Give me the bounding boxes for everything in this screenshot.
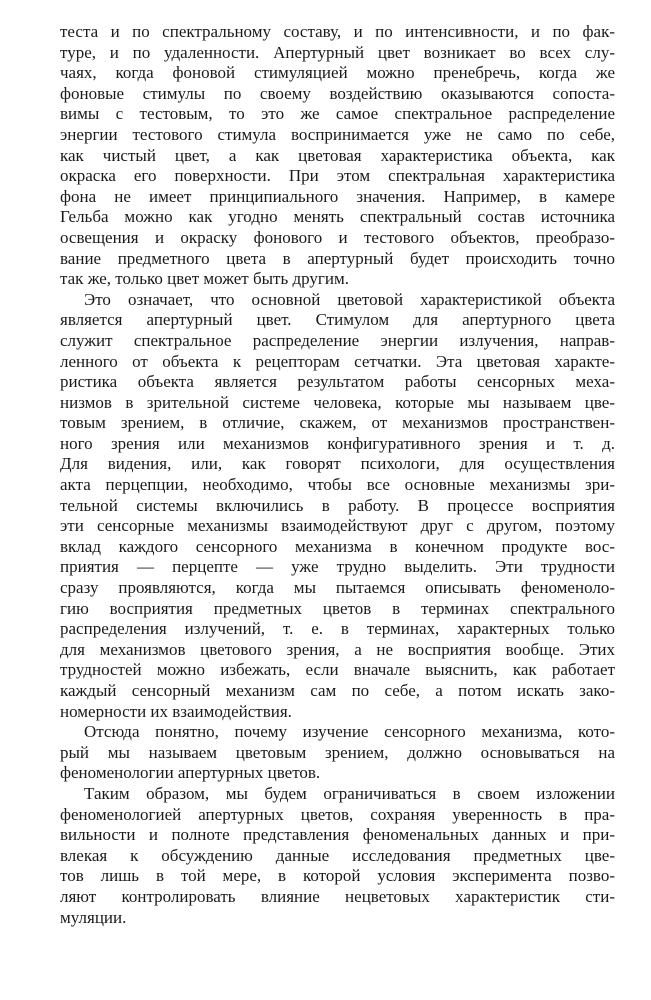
- text-line: окраска его поверхности. При этом спектральная характеристика: [60, 166, 615, 186]
- text-line: является апертурный цвет. Стимулом для апертурного цвета: [60, 310, 615, 330]
- text-line: Это означает, что основной цветовой характеристикой объекта: [84, 289, 615, 309]
- text-line: Для видения, или, как говорят психологи, для осуществления: [60, 454, 615, 474]
- text-line: эти сенсорные механизмы взаимодействуют друг с другом, поэтому: [60, 516, 615, 536]
- text-line: как чистый цвет, а как цветовая характеристика объекта, как: [60, 145, 615, 165]
- text-line: так же, только цвет может быть другим.: [60, 269, 349, 289]
- text-line: распределения излучений, т. е. в терминах, характерных только: [60, 619, 615, 639]
- text-line: номерности их взаимодействия.: [60, 701, 292, 721]
- text-line: трудностей можно избежать, если вначале выяснить, как работает: [60, 660, 615, 680]
- text-line: фоновые стимулы по своему воздействию оказываются сопоста-: [60, 83, 615, 103]
- text-line: ленного от объекта к рецепторам сетчатки. Эта цветовая характе-: [60, 351, 615, 371]
- text-line: феноменологией апертурных цветов, сохраняя уверенность в пра-: [60, 804, 615, 824]
- text-line: муляции.: [60, 907, 127, 927]
- text-line: ляют контролировать влияние нецветовых характеристик сти-: [60, 886, 615, 906]
- text-line: феноменологии апертурных цветов.: [60, 763, 321, 783]
- text-line: ристика объекта является результатом работы сенсорных меха-: [60, 372, 615, 392]
- text-line: товым зрением, в отличие, скажем, от механизмов пространствен-: [60, 413, 615, 433]
- text-line: каждый сенсорный механизм сам по себе, а потом искать зако-: [60, 681, 615, 700]
- text-line: чаях, когда фоновой стимуляцией можно пренебречь, когда же: [60, 63, 615, 83]
- paragraph-4: [60, 784, 615, 928]
- text-line: сразу проявляются, когда мы пытаемся описывать феноменоло-: [60, 578, 615, 598]
- text-line: служит спектральное распределение энергии излучения, направ-: [60, 330, 615, 350]
- text-line: теста и по спектральному составу, и по интенсивности, и по фак-: [60, 22, 615, 41]
- text-line: вимы с тестовым, то это же самое спектральное распределение: [60, 104, 615, 124]
- text-line: влекая к обсуждению данные исследования предметных цве-: [60, 845, 615, 865]
- paragraph-3: [60, 722, 615, 784]
- text-line: Таким образом, мы будем ограничиваться в своем изложении: [84, 783, 615, 803]
- text-line: вклад каждого сенсорного механизма в конечном продукте вос-: [60, 536, 615, 556]
- document-page: [60, 22, 615, 928]
- text-line: энергии тестового стимула воспринимается уже не само по себе,: [60, 124, 615, 144]
- text-line: низмов в зрительной системе человека, которые мы называем цве-: [60, 392, 615, 412]
- text-line: приятия — перцепте — уже трудно выделить. Эти трудности: [60, 557, 615, 577]
- text-line: тельной системы включились в работу. В процессе восприятия: [60, 495, 615, 515]
- text-line: фона не имеет принципиального значения. Например, в камере: [60, 186, 615, 206]
- paragraph-1: [60, 22, 615, 290]
- paragraph-2: [60, 290, 615, 722]
- text-line: для механизмов цветового зрения, а не восприятия вообще. Этих: [60, 639, 615, 659]
- text-line: Гельба можно как угодно менять спектральный состав источника: [60, 207, 615, 227]
- text-line: акта перцепции, необходимо, чтобы все основные механизмы зри-: [60, 475, 615, 495]
- text-line: рый мы называем цветовым зрением, должно основываться на: [60, 742, 615, 762]
- text-line: вание предметного цвета в апертурный будет происходить точно: [60, 248, 615, 268]
- text-line: гию восприятия предметных цветов в терминах спектрального: [60, 598, 615, 618]
- text-line: тов лишь в той мере, в которой условия эксперимента позво-: [60, 866, 615, 886]
- text-line: туре, и по удаленности. Апертурный цвет возникает во всех слу-: [60, 42, 615, 62]
- text-line: ного зрения или механизмов конфигуративного зрения и т. д.: [60, 433, 615, 453]
- text-line: освещения и окраску фонового и тестового объектов, преобразо-: [60, 227, 615, 247]
- text-line: Отсюда понятно, почему изучение сенсорного механизма, кото-: [84, 722, 615, 742]
- text-line: вильности и полноте представления феноменальных данных и при-: [60, 825, 615, 845]
